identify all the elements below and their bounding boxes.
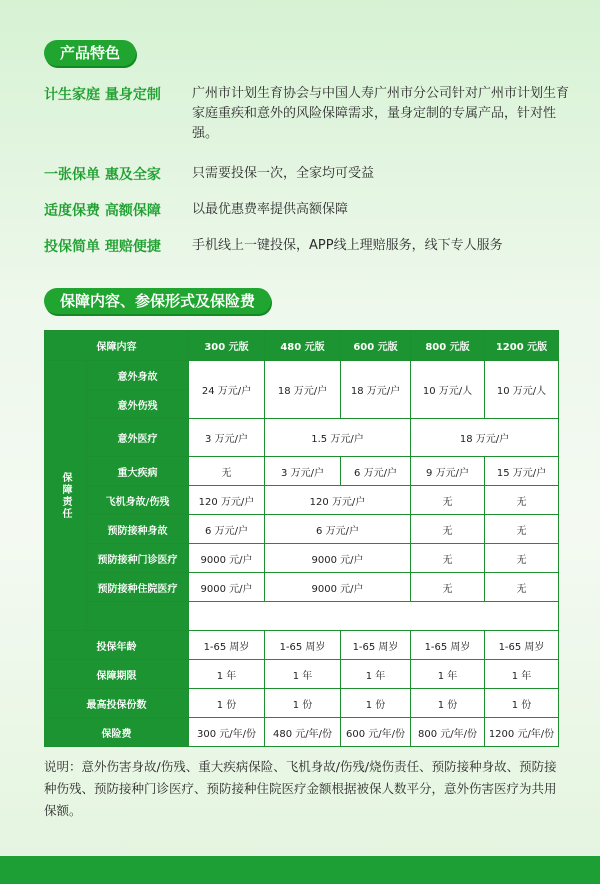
table-spacer-row [45, 602, 559, 631]
table-cell: 1 年 [189, 660, 265, 689]
feature-value: 手机线上一键投保，APP线上理赔服务，线下专人服务 [192, 238, 503, 253]
row-label: 预防接种身故 [87, 515, 189, 544]
header-cell: 480 元版 [265, 331, 341, 361]
feature-value: 只需要投保一次，全家均可受益 [192, 166, 375, 181]
table-cell: 6 万元/户 [265, 515, 411, 544]
table-cell: 1-65 周岁 [265, 631, 341, 660]
table-cell: 无 [411, 573, 485, 602]
table-row [45, 361, 559, 390]
table-cell: 18 万元/户 [341, 361, 411, 419]
table-row [45, 689, 559, 718]
table-cell: 120 万元/户 [265, 486, 411, 515]
table-row [45, 573, 559, 602]
row-label: 意外伤残 [87, 390, 189, 419]
feature-key: 投保简单 理赔便捷 [44, 239, 161, 255]
table-cell: 15 万元/户 [485, 457, 559, 486]
feature-key: 适度保费 高额保障 [44, 203, 161, 219]
row-label: 保障期限 [45, 660, 189, 689]
features-title: 产品特色 [44, 40, 136, 66]
table-cell: 1 份 [411, 689, 485, 718]
table-cell: 1 年 [411, 660, 485, 689]
table-cell: 9 万元/户 [411, 457, 485, 486]
row-label: 保险费 [45, 718, 189, 747]
group-label: 保障责任 [45, 361, 87, 631]
table-cell: 1-65 周岁 [341, 631, 411, 660]
row-label: 预防接种门诊医疗 [87, 544, 189, 573]
table-cell: 18 万元/户 [411, 419, 559, 457]
table-cell: 无 [485, 515, 559, 544]
feature-key: 一张保单 惠及全家 [44, 167, 161, 183]
table-row [45, 631, 559, 660]
table-cell: 9000 元/户 [189, 544, 265, 573]
table-row [45, 515, 559, 544]
table-cell: 6 万元/户 [189, 515, 265, 544]
row-label: 重大疾病 [87, 457, 189, 486]
header-cell: 300 元版 [189, 331, 265, 361]
table-row [45, 457, 559, 486]
row-label [87, 602, 189, 631]
table-cell: 1 份 [485, 689, 559, 718]
footnote: 说明：意外伤害身故/伤残、重大疾病保险、飞机身故/伤残/烧伤责任、预防接种身故、预防接种伤残、预防接种门诊医疗、预防接种住院医疗金额根据被保人数平分，意外伤害医疗为共用保额。 [44, 759, 557, 818]
table-cell: 6 万元/户 [341, 457, 411, 486]
table-header-row [45, 331, 559, 361]
row-label: 预防接种住院医疗 [87, 573, 189, 602]
table-cell: 无 [485, 544, 559, 573]
table-cell: 10 万元/人 [411, 361, 485, 419]
header-cell: 1200 元版 [485, 331, 559, 361]
row-label: 投保年龄 [45, 631, 189, 660]
table-row [45, 486, 559, 515]
header-cell: 保障内容 [45, 331, 189, 361]
table-cell: 10 万元/人 [485, 361, 559, 419]
row-label: 意外医疗 [87, 419, 189, 457]
table-cell: 9000 元/户 [189, 573, 265, 602]
feature-key: 计生家庭 量身定制 [44, 87, 161, 103]
table-cell: 1-65 周岁 [189, 631, 265, 660]
table-cell [189, 602, 559, 631]
bottom-bar [0, 856, 600, 884]
table-row [45, 419, 559, 457]
table-cell: 120 万元/户 [189, 486, 265, 515]
table-cell: 1 年 [265, 660, 341, 689]
table-cell: 1 份 [265, 689, 341, 718]
table-cell: 1-65 周岁 [411, 631, 485, 660]
table-cell: 9000 元/户 [265, 544, 411, 573]
table-cell: 无 [189, 457, 265, 486]
table-row [45, 718, 559, 747]
feature-value: 以最优惠费率提供高额保障 [192, 202, 349, 217]
table-cell: 1 年 [341, 660, 411, 689]
table-cell: 3 万元/户 [265, 457, 341, 486]
coverage-table [44, 330, 559, 747]
row-label: 飞机身故/伤残 [87, 486, 189, 515]
table-cell: 无 [411, 515, 485, 544]
table-cell: 无 [485, 573, 559, 602]
table-cell: 9000 元/户 [265, 573, 411, 602]
table-cell: 1 份 [189, 689, 265, 718]
table-cell: 1 份 [341, 689, 411, 718]
table-cell: 480 元/年/份 [265, 718, 341, 747]
header-cell: 600 元版 [341, 331, 411, 361]
table-cell: 无 [411, 544, 485, 573]
table-cell: 600 元/年/份 [341, 718, 411, 747]
table-cell: 1.5 万元/户 [265, 419, 411, 457]
row-label: 最高投保份数 [45, 689, 189, 718]
header-cell: 800 元版 [411, 331, 485, 361]
feature-value: 广州市计划生育协会与中国人寿广州市分公司针对广州市计划生育家庭重疾和意外的风险保障需求，量身定制的专属产品，针对性强。 [192, 86, 570, 141]
table-cell: 1 年 [485, 660, 559, 689]
table-cell: 18 万元/户 [265, 361, 341, 419]
table-cell: 1200 元/年/份 [485, 718, 559, 747]
table-row [45, 660, 559, 689]
table-cell: 800 元/年/份 [411, 718, 485, 747]
table-cell: 无 [485, 486, 559, 515]
row-label: 意外身故 [87, 361, 189, 390]
table-cell: 无 [411, 486, 485, 515]
coverage-title: 保障内容、参保形式及保险费 [44, 288, 271, 314]
table-cell: 3 万元/户 [189, 419, 265, 457]
table-cell: 24 万元/户 [189, 361, 265, 419]
table-cell: 300 元/年/份 [189, 718, 265, 747]
table-row [45, 544, 559, 573]
table-cell: 1-65 周岁 [485, 631, 559, 660]
